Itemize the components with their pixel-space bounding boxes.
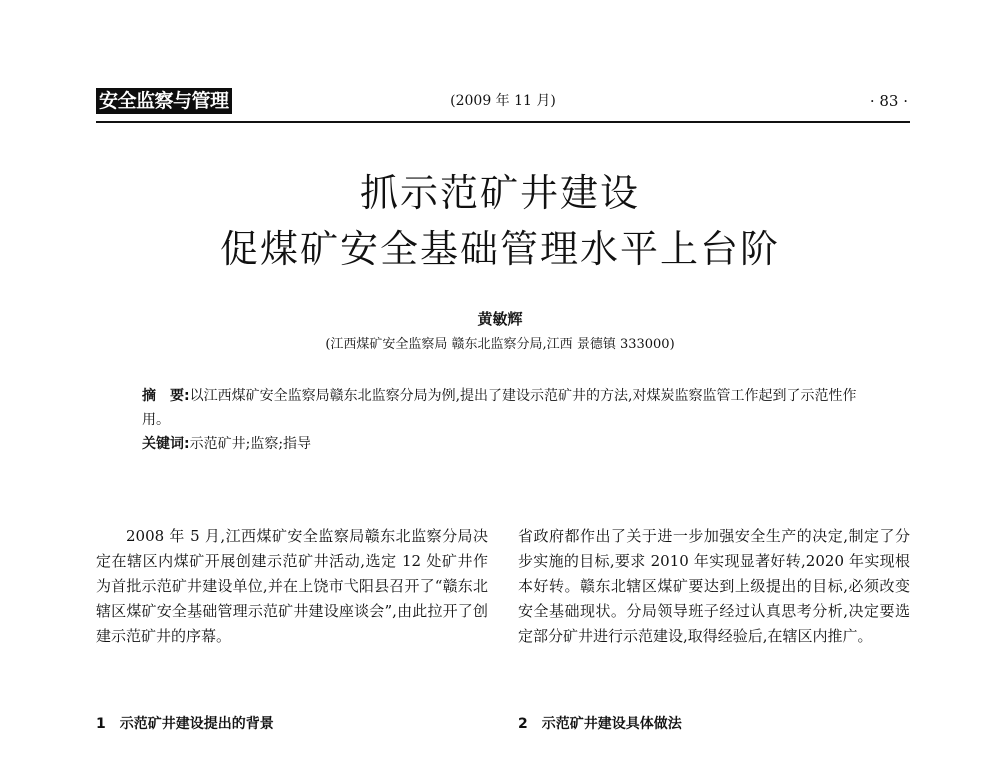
issue-date: (2009 年 11 月) (450, 93, 556, 109)
body-column-right (518, 524, 910, 649)
abstract-text: 以江西煤矿安全监察局赣东北监察分局为例,提出了建设示范矿井的方法,对煤炭监察监管工作起到了示范性作用。 (142, 388, 857, 428)
abstract-label: 摘 要: (142, 388, 190, 404)
author-affiliation: (江西煤矿安全监察局 赣东北监察分局,江西 景德镇 333000) (325, 337, 675, 352)
article-title-line-1: 抓示范矿井建设 (359, 171, 640, 215)
header-divider (96, 121, 910, 123)
abstract-block (142, 384, 882, 456)
body-column-left (96, 524, 488, 649)
intro-paragraph: 2008 年 5 月,江西煤矿安全监察局赣东北监察分局决定在辖区内煤矿开展创建示范矿井活动,选定 12 处矿井作为首批示范矿井建设单位,并在上饶市弋阳县召开了“赣东北辖区煤矿安全基础管理示范矿井建设座谈会”,由此拉开了创建示范矿井的序幕。 (96, 527, 488, 645)
journal-section-label: 安全监察与管理 (96, 88, 232, 114)
keywords-label: 关键词: (142, 436, 190, 452)
cut-off-text-left (124, 746, 484, 760)
cut-off-text-right (546, 746, 906, 760)
page-header (96, 88, 910, 120)
page-number: · 83 · (869, 92, 908, 110)
continued-paragraph: 省政府都作出了关于进一步加强安全生产的决定,制定了分步实施的目标,要求 2010 年实现显著好转,2020 年实现根本好转。赣东北辖区煤矿要达到上级提出的目标,必须改变安全基础现状。分局领导班子经过认真思考分析,决定要选定部分矿井进行示范建设,取得经验后,在辖区内推广。 (518, 527, 910, 645)
author-name: 黄敏辉 (477, 310, 523, 328)
keywords (142, 432, 882, 456)
section-heading-2: 2 示范矿井建设具体做法 (518, 716, 682, 732)
section-heading-1: 1 示范矿井建设提出的背景 (96, 716, 274, 732)
keywords-text: 示范矿井;监察;指导 (189, 436, 312, 452)
article-title-line-2: 促煤矿安全基础管理水平上台阶 (219, 227, 780, 271)
abstract (142, 384, 882, 432)
